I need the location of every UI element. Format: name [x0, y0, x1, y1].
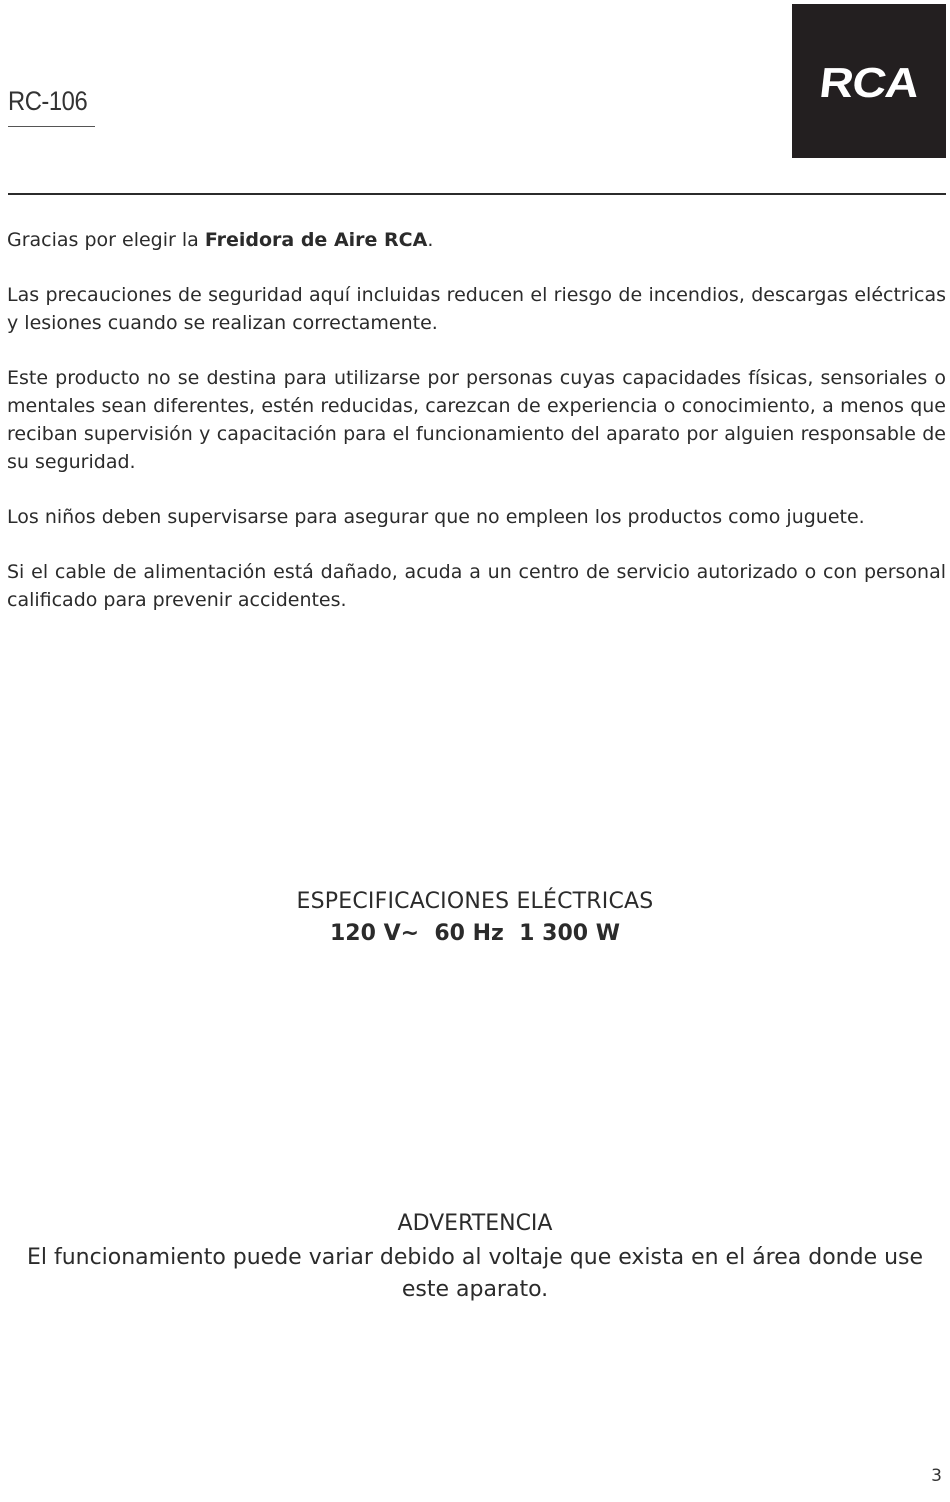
paragraph-power-cord: Si el cable de alimentación está dañado, acuda a un centro de servicio autorizado o con personal calificado para prevenir accidentes. [7, 561, 946, 611]
specs-values: 120 V~ 60 Hz 1 300 W [330, 921, 620, 946]
rca-logo-text: RCA [817, 59, 922, 106]
electrical-specs [0, 886, 950, 950]
header-divider [8, 193, 946, 195]
paragraph-capabilities: Este producto no se destina para utilizarse por personas cuyas capacidades físicas, sensoriales o mentales sean diferentes, estén reducidas, carezcan de experiencia o conocimiento, a menos que reciban supervisión y capacitación para el funcionamiento del aparato por alguien responsable de su seguridad. [7, 367, 946, 473]
warning-title: ADVERTENCIA [397, 1211, 553, 1236]
intro-suffix: . [427, 229, 434, 251]
paragraph-children: Los niños deben supervisarse para asegurar que no empleen los productos como juguete. [7, 506, 865, 528]
model-number: RC-106 [8, 86, 88, 116]
intro-paragraph [7, 226, 946, 254]
specs-title: ESPECIFICACIONES ELÉCTRICAS [296, 889, 654, 914]
rca-logo [792, 4, 946, 158]
warning-text: El funcionamiento puede variar debido al voltaje que exista en el área donde use este aparato. [26, 1245, 924, 1302]
paragraph-precautions: Las precauciones de seguridad aquí incluidas reducen el riesgo de incendios, descargas eléctricas y lesiones cuando se realizan correctamente. [7, 284, 946, 334]
page-number: 3 [931, 1466, 942, 1486]
safety-text [7, 226, 946, 641]
model-underline [8, 126, 95, 127]
intro-prefix: Gracias por elegir la [7, 229, 205, 251]
warning-section [0, 1208, 950, 1306]
product-name: Freidora de Aire RCA [204, 229, 428, 251]
